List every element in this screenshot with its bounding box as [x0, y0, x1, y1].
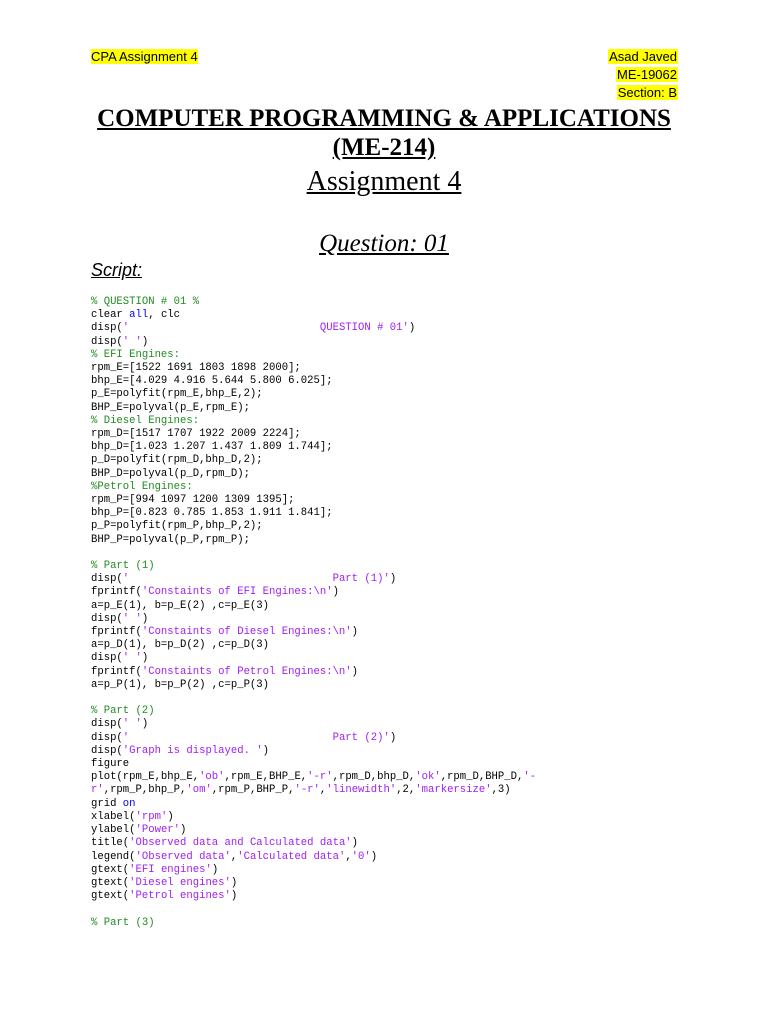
code-token-text: ) [332, 586, 339, 599]
code-token-string: ' Part (2)' [122, 731, 390, 744]
code-token-text: disp( [91, 612, 123, 625]
code-line [91, 309, 691, 322]
code-line [91, 824, 691, 837]
code-token-string: 'Observed data' [135, 850, 231, 863]
code-token-comment: % QUESTION # 01 % [91, 296, 200, 308]
code-line [91, 415, 691, 428]
code-token-text: ,3) [491, 784, 511, 797]
code-token-text: a=p_P(1), b=p_P(2) ,c=p_P(3) [91, 678, 270, 691]
code-token-string: ' ' [122, 652, 142, 665]
code-token-text: legend( [91, 850, 136, 863]
code-token-text: ) [370, 850, 378, 863]
student-id: ME-19062 [617, 67, 677, 82]
code-token-text: plot(rpm_E,bhp_E, [91, 771, 200, 784]
code-token-text: ,2, [396, 784, 416, 797]
code-line [91, 692, 691, 705]
code-token-text: , [345, 850, 352, 863]
code-token-text: grid [91, 797, 123, 810]
code-token-keyword: all [129, 309, 149, 322]
code-line [91, 811, 691, 824]
code-token-text: ) [389, 573, 397, 586]
code-line [91, 441, 691, 454]
code-line [91, 586, 691, 599]
code-line [91, 758, 691, 771]
code-line [91, 705, 691, 718]
code-listing [91, 296, 691, 930]
code-line [91, 890, 691, 903]
course-code [0, 133, 768, 163]
code-line [91, 362, 691, 375]
code-token-text: ,rpm_E,BHP_E, [224, 771, 308, 784]
code-token-string: r' [91, 784, 104, 797]
code-token-text: BHP_E=polyval(p_E,rpm_E); [91, 401, 250, 414]
code-token-comment: % Part (2) [91, 705, 155, 718]
code-line [91, 718, 691, 731]
script-label: Script: [91, 260, 143, 280]
code-token-text: disp( [91, 731, 123, 744]
code-token-text: gtext( [91, 863, 130, 876]
code-token-comment: % Part (1) [91, 560, 155, 573]
course-title-text: COMPUTER PROGRAMMING & APPLICATIONS [97, 105, 671, 132]
code-token-text: BHP_P=polyval(p_P,rpm_P); [91, 533, 250, 546]
code-token-comment: % Diesel Engines: [91, 414, 200, 427]
code-token-text: ) [180, 824, 187, 837]
code-token-string: 'Constaints of Diesel Engines:\n' [141, 626, 352, 639]
code-token-text: disp( [91, 335, 123, 348]
code-token-string: ' ' [122, 718, 142, 731]
code-token-keyword: on [122, 797, 136, 810]
code-token-text: rpm_P=[994 1097 1200 1309 1395]; [91, 494, 295, 507]
code-token-string: 'ok' [415, 771, 441, 784]
code-token-text: ) [408, 322, 416, 335]
code-token-text: ) [141, 335, 149, 348]
code-token-string: 'Diesel engines' [129, 876, 231, 889]
header-left [91, 48, 198, 65]
code-token-text: ) [351, 626, 359, 639]
student-section: Section: B [617, 85, 677, 100]
code-token-string: ' QUESTION # 01' [122, 322, 409, 335]
code-token-text: p_P=polyfit(rpm_P,bhp_P,2); [91, 520, 263, 533]
code-line [91, 851, 691, 864]
code-token-text: xlabel( [91, 810, 136, 823]
code-token-text: , clc [148, 309, 181, 322]
assignment-title-text: Assignment 4 [306, 166, 462, 197]
code-token-comment: % EFI Engines: [91, 348, 181, 361]
question-heading-text: Question: 01 [319, 230, 449, 257]
code-line [91, 639, 691, 652]
code-token-string: 'linewidth' [326, 784, 397, 797]
code-token-string: 'Graph is displayed. ' [122, 744, 263, 757]
course-title [0, 104, 768, 134]
code-token-text: rpm_E=[1522 1691 1803 1898 2000]; [91, 362, 301, 375]
code-token-string: '-r' [294, 784, 320, 797]
code-token-text: ) [167, 810, 174, 823]
assignment-title [0, 165, 768, 199]
code-token-string: 'Constaints of Petrol Engines:\n' [141, 665, 352, 678]
code-line [91, 560, 691, 573]
code-token-text: ) [230, 890, 238, 903]
code-token-text: ) [351, 837, 359, 850]
code-token-text: gtext( [91, 876, 130, 889]
code-line [91, 771, 691, 784]
code-token-string: 'Calculated data' [237, 850, 346, 863]
code-token-string: '- [523, 771, 537, 784]
code-token-string: 'Constaints of EFI Engines:\n' [141, 586, 333, 599]
code-token-string: 'rpm' [135, 810, 168, 823]
code-token-text: a=p_E(1), b=p_E(2) ,c=p_E(3) [91, 599, 270, 612]
code-line [91, 296, 691, 309]
code-line [91, 877, 691, 890]
code-line [91, 428, 691, 441]
code-token-text: ) [211, 863, 219, 876]
code-token-string: '0' [351, 850, 371, 863]
code-token-text: bhp_P=[0.823 0.785 1.853 1.911 1.841]; [91, 507, 333, 520]
code-token-text: ,rpm_P,BHP_P, [211, 784, 295, 797]
code-line [91, 336, 691, 349]
code-line [91, 534, 691, 547]
code-token-string: 'om' [186, 784, 212, 797]
code-token-text: gtext( [91, 890, 130, 903]
code-line [91, 547, 691, 560]
code-line [91, 864, 691, 877]
code-token-text: p_D=polyfit(rpm_D,bhp_D,2); [91, 454, 263, 467]
code-token-text: bhp_E=[4.029 4.916 5.644 5.800 6.025]; [91, 375, 333, 388]
code-token-string: ' ' [122, 612, 142, 625]
code-line [91, 666, 691, 679]
code-token-text: fprintf( [91, 626, 142, 639]
assignment-tag: CPA Assignment 4 [91, 49, 198, 64]
code-token-string: 'Observed data and Calculated data' [129, 837, 352, 850]
code-line [91, 573, 691, 586]
code-token-text: figure [91, 758, 130, 771]
code-line [91, 388, 691, 401]
code-token-string: 'Petrol engines' [129, 890, 231, 903]
code-line [91, 917, 691, 930]
code-line [91, 600, 691, 613]
code-token-text: BHP_D=polyval(p_D,rpm_D); [91, 467, 250, 480]
code-token-text: ) [141, 718, 149, 731]
code-token-text: disp( [91, 322, 123, 335]
code-line [91, 481, 691, 494]
code-token-text: ) [141, 612, 149, 625]
code-token-text: fprintf( [91, 586, 142, 599]
code-line [91, 454, 691, 467]
code-line [91, 322, 691, 335]
code-line [91, 652, 691, 665]
code-line [91, 798, 691, 811]
header-right [608, 48, 678, 102]
code-token-text: , [319, 784, 327, 797]
code-line [91, 520, 691, 533]
code-token-text: disp( [91, 718, 123, 731]
code-token-text: ) [389, 731, 397, 744]
code-token-text: ,rpm_D,bhp_D, [332, 771, 416, 784]
code-token-string: 'markersize' [415, 784, 492, 797]
code-token-text: bhp_D=[1.023 1.207 1.437 1.809 1.744]; [91, 441, 333, 454]
code-line [91, 507, 691, 520]
code-line [91, 745, 691, 758]
code-line [91, 494, 691, 507]
code-token-comment: % Part (3) [91, 916, 155, 929]
code-token-text: disp( [91, 744, 123, 757]
code-line [91, 626, 691, 639]
question-heading [0, 229, 768, 259]
code-token-text: ) [230, 876, 238, 889]
code-line [91, 732, 691, 745]
code-token-string: ' Part (1)' [122, 573, 390, 586]
code-token-text: ,rpm_P,bhp_P, [103, 784, 187, 797]
code-token-text: ) [141, 652, 149, 665]
code-line [91, 468, 691, 481]
code-token-text: ) [351, 665, 359, 678]
code-token-string: 'EFI engines' [129, 863, 212, 876]
code-token-text: fprintf( [91, 665, 142, 678]
code-line [91, 679, 691, 692]
code-token-string: '-r' [307, 771, 333, 784]
code-token-text: p_E=polyfit(rpm_E,bhp_E,2); [91, 388, 263, 401]
code-token-text: disp( [91, 573, 123, 586]
code-line [91, 784, 691, 797]
code-line [91, 375, 691, 388]
code-token-text: title( [91, 837, 130, 850]
code-token-text: , [230, 850, 238, 863]
code-token-string: ' ' [122, 335, 142, 348]
course-code-text: (ME-214) [332, 134, 436, 161]
code-line [91, 613, 691, 626]
code-token-text: ,rpm_D,BHP_D, [440, 771, 524, 784]
code-token-text: a=p_D(1), b=p_D(2) ,c=p_D(3) [91, 639, 270, 652]
code-token-text: clear [91, 309, 130, 322]
code-line [91, 837, 691, 850]
code-token-comment: %Petrol Engines: [91, 480, 193, 493]
code-token-string: 'ob' [199, 771, 225, 784]
code-line [91, 402, 691, 415]
code-token-text: disp( [91, 652, 123, 665]
code-line [91, 349, 691, 362]
code-token-string: 'Power' [135, 824, 181, 837]
code-token-text: ) [262, 744, 270, 757]
code-token-text: ylabel( [91, 824, 136, 837]
code-line [91, 903, 691, 916]
code-token-text: rpm_D=[1517 1707 1922 2009 2224]; [91, 428, 301, 441]
student-name: Asad Javed [609, 49, 677, 64]
